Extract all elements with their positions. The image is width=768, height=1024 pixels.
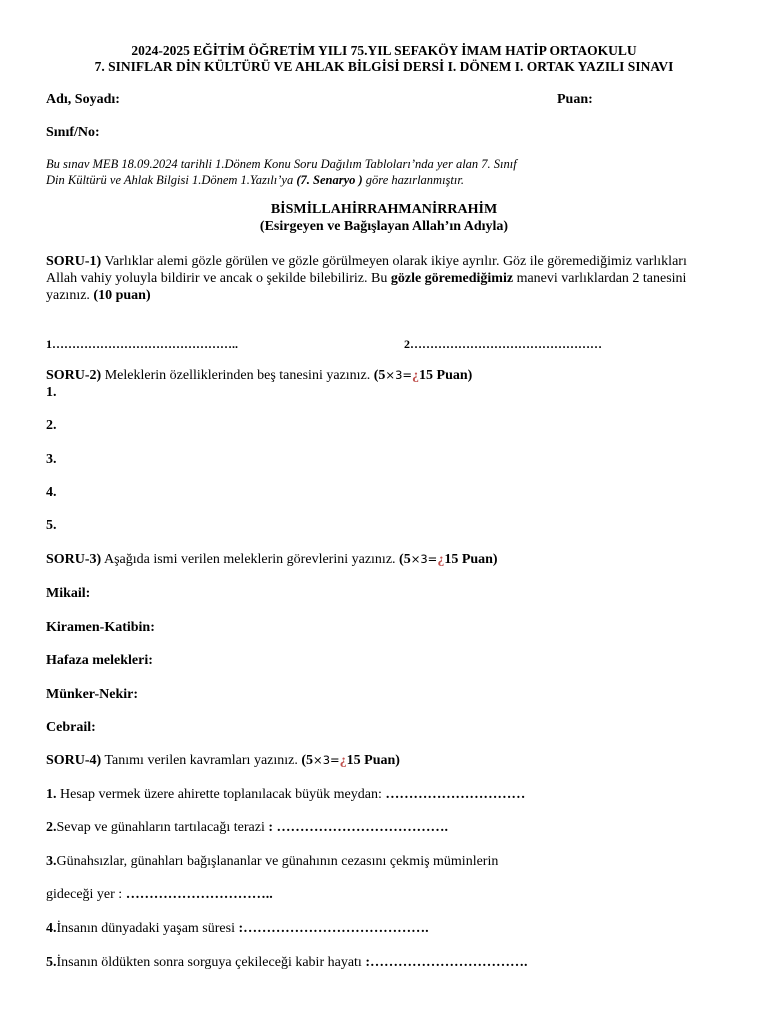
definition-item-1: 1. Hesap vermek üzere ahirette toplanılacak büyük meydan: ………………………… xyxy=(46,787,526,802)
definition-item-3: 3.Günahsızlar, günahları bağışlananlar ve günahının cezasını çekmiş müminlerin xyxy=(46,854,499,869)
question-2-item: 5. xyxy=(46,518,57,533)
name-label: Adı, Soyadı: xyxy=(46,92,120,107)
question-2-item: 2. xyxy=(46,418,57,433)
question-4-points: (5×3=¿15 Puan) xyxy=(301,753,400,768)
note-text: Din Kültürü ve Ahlak Bilgisi 1.Dönem 1.Yazılı’ya xyxy=(46,173,297,187)
question-3-points: (5×3=¿15 Puan) xyxy=(399,552,498,567)
definition-item-4: 4.İnsanın dünyadaki yaşam süresi :…………………………………. xyxy=(46,921,429,936)
question-1-text: Varlıklar alemi gözle görülen ve gözle görülmeyen olarak ikiye ayrılır. Göz ile göremediğimiz varlıkları Allah vahiy yoluyla bildirir ve ancak o şekilde bilebiliriz. Bu xyxy=(46,254,687,286)
definition-blank[interactable]: ………………………….. xyxy=(125,887,273,902)
question-3-label: SORU-3) xyxy=(46,552,102,567)
definition-blank[interactable]: :……………………………. xyxy=(365,955,528,970)
question-2-text: Meleklerin özelliklerinden beş tanesini yazınız. xyxy=(101,368,374,383)
definition-blank[interactable]: : ………………………………. xyxy=(268,820,449,835)
question-1-text-end: manevi varlıklardan 2 tanesini yazınız. xyxy=(46,271,687,303)
question-2-points: (5×3=¿15 Puan) xyxy=(373,368,473,383)
question-2-item: 1. xyxy=(46,385,57,400)
exam-header-title: 7. SINIFLAR DİN KÜLTÜRÜ VE AHLAK BİLGİSİ DERSİ I. DÖNEM I. ORTAK YAZILI SINAVI xyxy=(94,59,674,74)
definition-blank[interactable]: ………………………… xyxy=(385,787,526,802)
question-1-label: SORU-1) xyxy=(46,254,102,269)
exam-note-line2 xyxy=(46,174,464,187)
question-4-label: SORU-4) xyxy=(46,753,102,768)
angel-mikail-label: Mikail: xyxy=(46,586,91,601)
question-1-points: (10 puan) xyxy=(93,288,151,303)
question-2-item: 4. xyxy=(46,485,57,500)
question-1-emphasis: gözle göremediğimiz xyxy=(390,271,514,286)
note-scenario: (7. Senaryo ) xyxy=(296,173,363,187)
exam-note-line1: Bu sınav MEB 18.09.2024 tarihli 1.Dönem Konu Soru Dağılım Tabloları’nda yer alan 7. Sınıf xyxy=(46,157,517,171)
definition-item-2: 2.Sevap ve günahların tartılacağı terazi : ………………………………. xyxy=(46,820,449,835)
question-3 xyxy=(46,553,498,567)
question-2-label: SORU-2) xyxy=(46,368,102,383)
answer-blank-1[interactable]: 1……………………………………….. xyxy=(46,337,238,351)
class-label: Sınıf/No: xyxy=(46,125,100,140)
basmala-title: BİSMİLLAHİRRAHMANİRRAHİM xyxy=(270,202,498,217)
angel-munker-nekir-label: Münker-Nekir: xyxy=(46,687,139,702)
answer-blank-2[interactable]: 2………………………………………… xyxy=(404,337,602,351)
exam-header-school: 2024-2025 EĞİTİM ÖĞRETİM YILI 75.YIL SEFAKÖY İMAM HATİP ORTAOKULU xyxy=(131,43,637,58)
definition-blank[interactable]: :…………………………………. xyxy=(238,921,429,936)
angel-kiramen-katibin-label: Kiramen-Katibin: xyxy=(46,620,155,635)
basmala-subtitle: (Esirgeyen ve Bağışlayan Allah’ın Adıyla) xyxy=(259,219,509,234)
angel-cebrail-label: Cebrail: xyxy=(46,720,96,735)
angel-hafaza-label: Hafaza melekleri: xyxy=(46,653,153,668)
definition-item-3-continued: gideceği yer : ………………………….. xyxy=(46,887,273,902)
definition-item-5: 5.İnsanın öldükten sonra sorguya çekileceği kabir hayatı :……………………………. xyxy=(46,955,528,970)
question-4-text: Tanımı verilen kavramları yazınız. xyxy=(101,753,302,768)
note-text-end: göre hazırlanmıştır. xyxy=(362,173,464,187)
score-label: Puan: xyxy=(557,92,593,107)
question-3-text: Aşağıda ismi verilen meleklerin görevlerini yazınız. xyxy=(101,552,400,567)
question-2 xyxy=(46,369,472,383)
question-1 xyxy=(46,253,716,304)
question-4 xyxy=(46,754,400,768)
question-2-item: 3. xyxy=(46,452,57,467)
